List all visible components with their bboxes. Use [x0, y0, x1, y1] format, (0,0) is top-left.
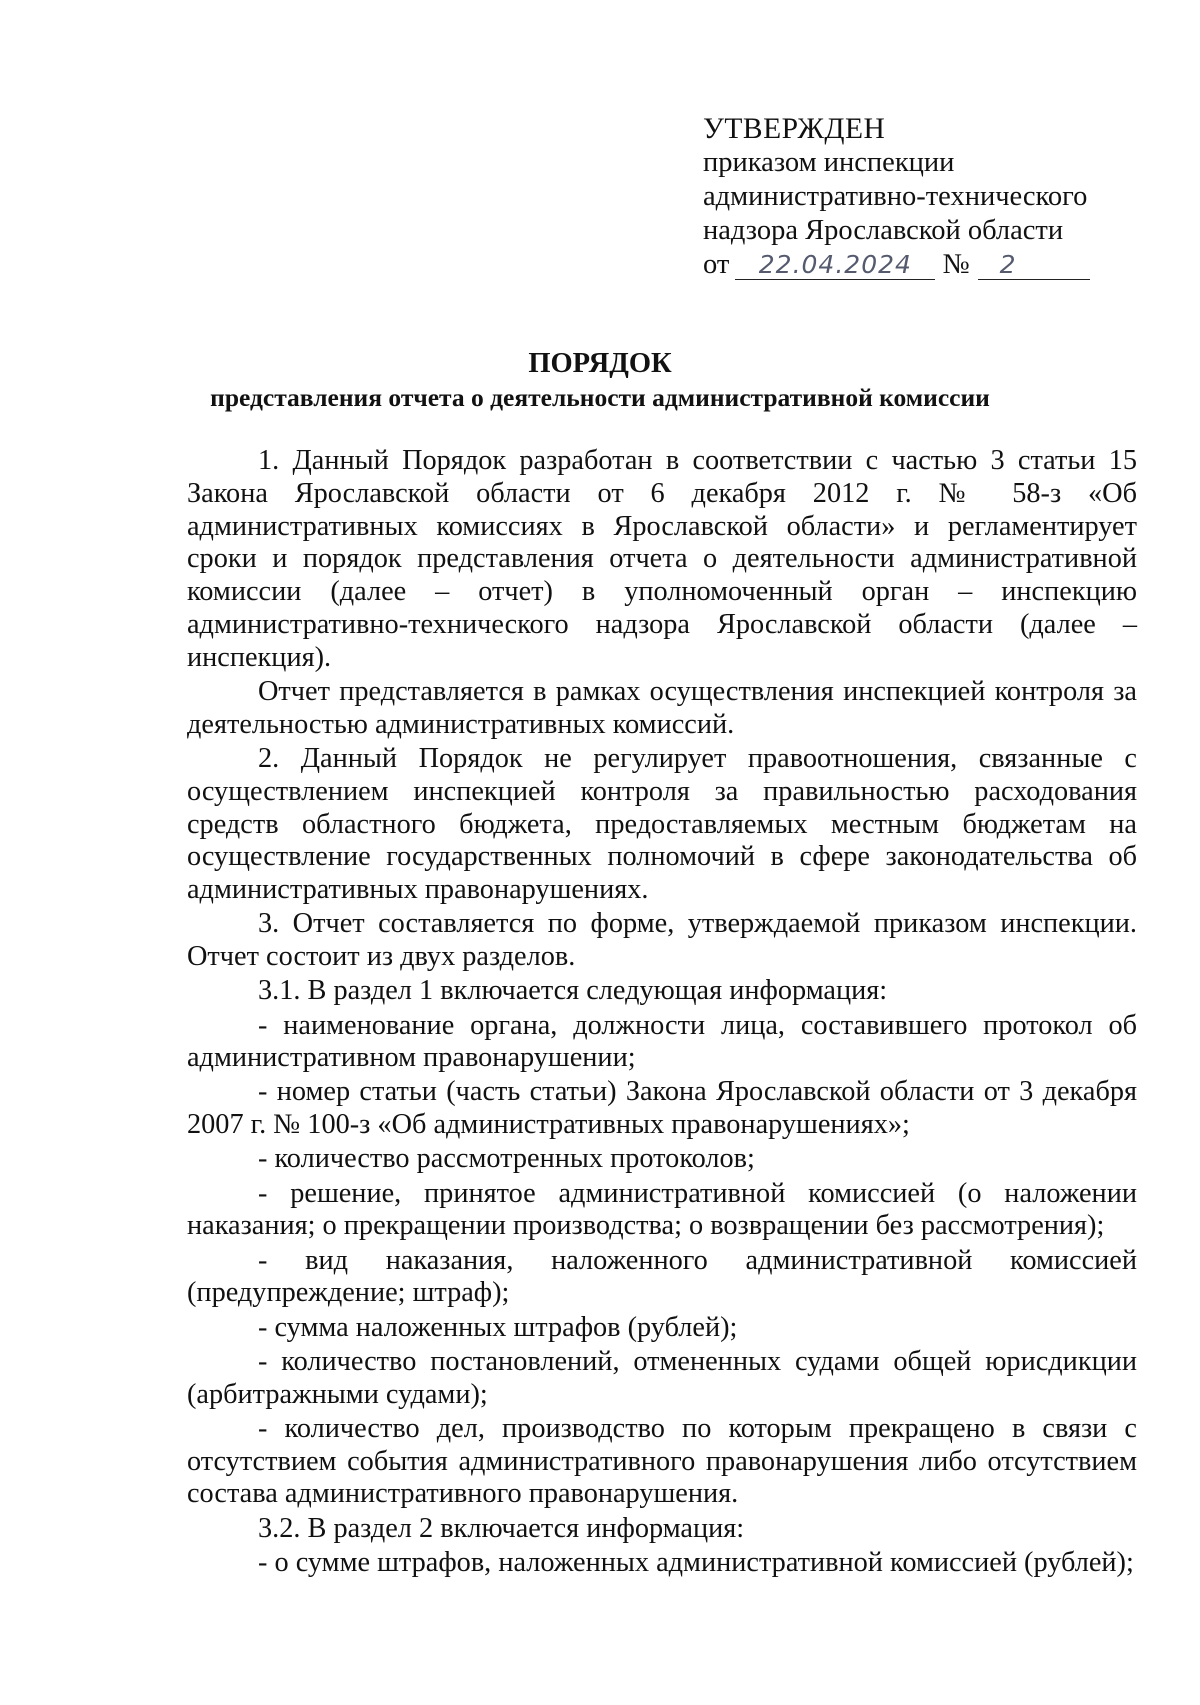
- handwritten-date: 22.04.2024: [735, 251, 935, 280]
- approval-stamp-block: [703, 112, 1090, 282]
- list-item: - вид наказания, наложенного административной комиссией (предупреждение; штраф);: [187, 1244, 1137, 1309]
- list-item: - количество рассмотренных протоколов;: [258, 1143, 755, 1175]
- paragraph-section-2: 3.2. В раздел 2 включается информация:: [258, 1512, 745, 1544]
- list-item: - о сумме штрафов, наложенных административной комиссией (рублей);: [258, 1546, 1134, 1578]
- approval-heading: УТВЕРЖДЕН: [703, 113, 886, 145]
- paragraph-4: 3. Отчет составляется по форме, утверждаемой приказом инспекции. Отчет состоит из двух разделов.: [187, 908, 1137, 973]
- list-item: - сумма наложенных штрафов (рублей);: [258, 1311, 738, 1343]
- paragraph-2: Отчет представляется в рамках осуществления инспекцией контроля за деятельностью административных комиссий.: [187, 675, 1137, 740]
- paragraph-3: 2. Данный Порядок не регулирует правоотношения, связанные с осуществлением инспекцией контроля за правильностью расходования средств областного бюджета, предоставляемых местным бюджетам на осуществление государственных полномочий в сфере законодательства об административных правонарушениях.: [187, 742, 1137, 906]
- date-prefix: от: [703, 249, 730, 280]
- approval-line-1: приказом инспекции: [703, 147, 955, 178]
- list-item: - количество постановлений, отмененных судами общей юрисдикции (арбитражными судами);: [187, 1345, 1137, 1410]
- list-item: - количество дел, производство по которым прекращено в связи с отсутствием события административного правонарушения либо отсутствием состава административного правонарушения.: [187, 1412, 1137, 1510]
- list-item: - номер статьи (часть статьи) Закона Ярославской области от 3 декабря 2007 г. № 100-з «Об административных правонарушениях»;: [187, 1076, 1137, 1141]
- document-subtitle: представления отчета о деятельности административной комиссии: [210, 383, 990, 412]
- document-body: [187, 445, 1137, 1581]
- document-title: ПОРЯДОК: [528, 348, 672, 379]
- paragraph-5: 3.1. В раздел 1 включается следующая информация:: [258, 975, 888, 1007]
- handwritten-number: 2: [978, 251, 1090, 280]
- list-item: - наименование органа, должности лица, составившего протокол об административном правонарушении;: [187, 1009, 1137, 1074]
- number-label: №: [942, 249, 970, 280]
- approval-line-3: надзора Ярославской области: [703, 215, 1064, 246]
- list-item: - решение, принятое административной комиссией (о наложении наказания; о прекращении производства; о возвращении без рассмотрения);: [187, 1177, 1137, 1242]
- approval-line-2: административно-технического: [703, 181, 1088, 212]
- paragraph-1: 1. Данный Порядок разработан в соответствии с частью 3 статьи 15 Закона Ярославской области от 6 декабря 2012 г. № 58-з «Об административных комиссиях в Ярославской области» и регламентирует сроки и порядок представления отчета о деятельности административной комиссии (далее – отчет) в уполномоченный орган – инспекцию административно-технического надзора Ярославской области (далее – инспекция).: [187, 445, 1137, 673]
- approval-date-line: [703, 248, 1090, 282]
